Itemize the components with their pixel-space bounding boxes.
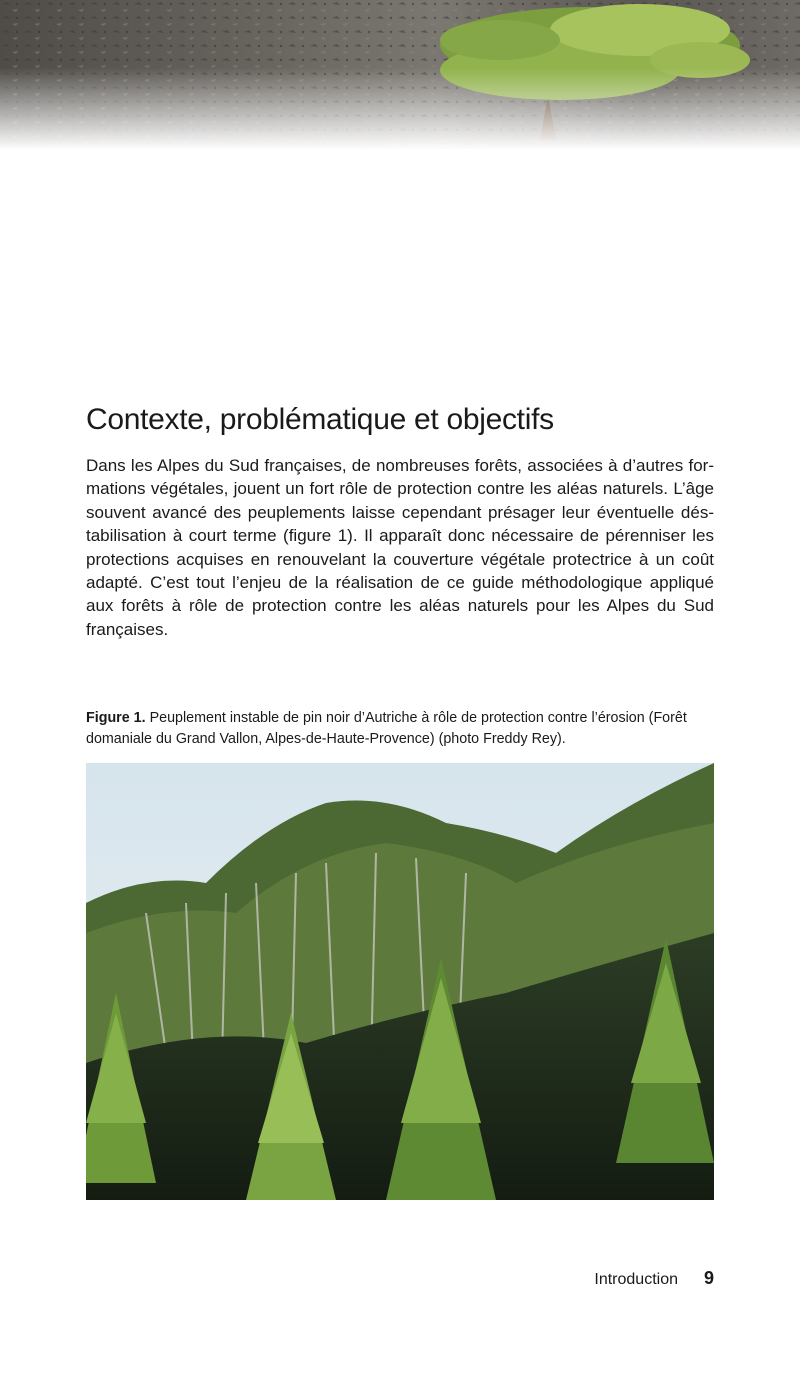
figure-1-photo (86, 763, 714, 1200)
figure-caption-text: Peuplement instable de pin noir d’Autriche à rôle de protection contre l’érosion (Forêt domaniale du Grand Vallon, Alpes-de-Haute-Provence) (photo Freddy Rey). (86, 710, 687, 747)
footer-section-name: Introduction (594, 1271, 678, 1288)
pine-forest-image (86, 763, 714, 1200)
figure-label: Figure 1. (86, 710, 146, 726)
intro-paragraph: Dans les Alpes du Sud françaises, de nombreuses forêts, associées à d’autres formations végétales, jouent un fort rôle de protection contre les aléas naturels. L’âge souvent avancé des peuplements laisse cependant présager leur éventuelle déstabilisation à court terme (figure 1). Il apparaît donc nécessaire de pérenniser les protections acquises en renouvelant la couverture végétale protectrice à un coût adapté. C’est tout l’enjeu de la réalisation de ce guide méthodologique appliqué aux forêts à rôle de protection contre les aléas naturels pour les Alpes du Sud françaises. (86, 456, 714, 639)
header-banner-image (0, 0, 800, 150)
section-title: Contexte, problématique et objectifs (86, 403, 554, 436)
figure-caption (86, 708, 726, 750)
page-footer (520, 1268, 714, 1292)
header-banner-photo (0, 0, 800, 150)
page-number: 9 (703, 1268, 714, 1288)
